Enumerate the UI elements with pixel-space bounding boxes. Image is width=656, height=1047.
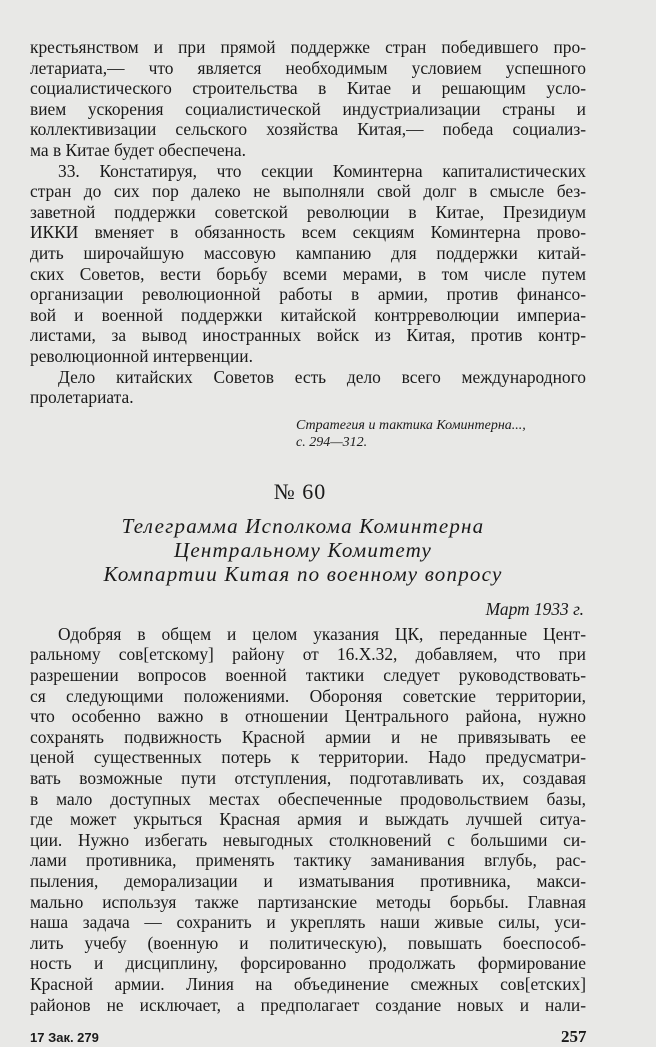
page-number: 257 (561, 1027, 587, 1047)
text-line: дить широчайшую массовую кампанию для поддержки китай- (30, 243, 586, 263)
document-number: № 60 (273, 478, 327, 504)
text-line: районов не исключает, а предполагает создание новых и нали- (30, 994, 586, 1015)
text-line: коллективизации сельского хозяйства Китая,— победа социализ- (30, 119, 586, 140)
text-line: летариата,— что является необходимым условием успешного (30, 57, 586, 78)
text-line: социалистического строительства в Китае и решающим усло- (30, 78, 586, 99)
text-line: вой и военной поддержки китайской контрреволюции империа- (30, 304, 586, 325)
text-line: ность и дисциплину, форсированно продолжать формирование (30, 953, 586, 974)
text-line: что особенно важно в отношении Центрального района, нужно (30, 706, 586, 727)
text-line: наша задача — сохранить и укреплять наши живые силы, уси- (30, 912, 586, 933)
text-line: ма в Китае будет обеспечена. (30, 140, 246, 160)
text-line: мально используя также партизанские методы борьбы. Главная (30, 891, 586, 912)
printer-signature: 17 Зак. 279 (30, 1030, 99, 1046)
text-line: Одобряя в общем и целом указания ЦК, переданные Цент- (58, 623, 586, 644)
source-reference: Стратегия и тактика Коминтерна..., (296, 417, 526, 433)
text-line: пролетариата. (30, 387, 134, 408)
document-title-line: Центральному Комитету (174, 537, 432, 562)
text-line: организации революционной работы в армии, против финансо- (30, 284, 586, 305)
text-line: вать возможные пути отступления, подготавливать их, создавая (30, 768, 586, 788)
text-line: ральному сов[етскому] району от 16.X.32, добавляем, что при (30, 644, 586, 665)
text-line: сохранять подвижность Красной армии и не привязывать ее (30, 726, 586, 747)
text-line: 33. Констатируя, что секции Коминтерна капиталистических (58, 160, 586, 181)
text-line: ИККИ вменяет в обязанность всем секциям Коминтерна прово- (30, 222, 586, 243)
text-line: ся следующими положениями. Обороняя советские территории, (30, 685, 586, 706)
text-line: ценой существенных потерь к территории. Надо предусматри- (30, 747, 586, 768)
text-line: где может укрыться Красная армия и выждать лучшей ситуа- (30, 809, 586, 830)
document-date: Март 1933 г. (485, 598, 584, 619)
text-line: пыления, деморализации и изматывания противника, макси- (30, 871, 586, 891)
text-line: Красной армии. Линия на объединение смежных сов[етских] (30, 974, 586, 994)
document-title-line: Компартии Китая по военному вопросу (103, 561, 503, 586)
source-pages: с. 294—312. (296, 434, 368, 450)
text-line: лами противника, применять тактику заманивания вглубь, рас- (30, 850, 586, 871)
text-line: разрешении вопросов военной тактики следует руководствовать- (30, 665, 586, 685)
text-line: листами, за вывод иностранных войск из Китая, против контр- (30, 325, 586, 346)
text-line: ции. Нужно избегать невыгодных столкновений с большими си- (30, 829, 586, 850)
text-line: Дело китайских Советов есть дело всего международного (58, 366, 586, 387)
text-line: крестьянством и при прямой поддержке стран победившего про- (30, 37, 586, 57)
document-title-line: Телеграмма Исполкома Коминтерна (121, 513, 485, 538)
text-line: революционной интервенции. (30, 346, 253, 366)
text-line: в мало доступных местах обеспеченные продовольствием базы, (30, 788, 586, 809)
text-line: вием ускорения социалистической индустриализации страны и (30, 98, 586, 119)
text-line: ских Советов, вести борьбу всеми мерами, в том числе путем (30, 263, 586, 284)
text-line: заветной поддержки советской революции в Китае, Президиум (30, 201, 586, 222)
text-line: стран до сих пор далеко не выполняли свой долг в смысле без- (30, 181, 586, 202)
text-line: лить учебу (военную и политическую), повышать боеспособ- (30, 932, 586, 953)
